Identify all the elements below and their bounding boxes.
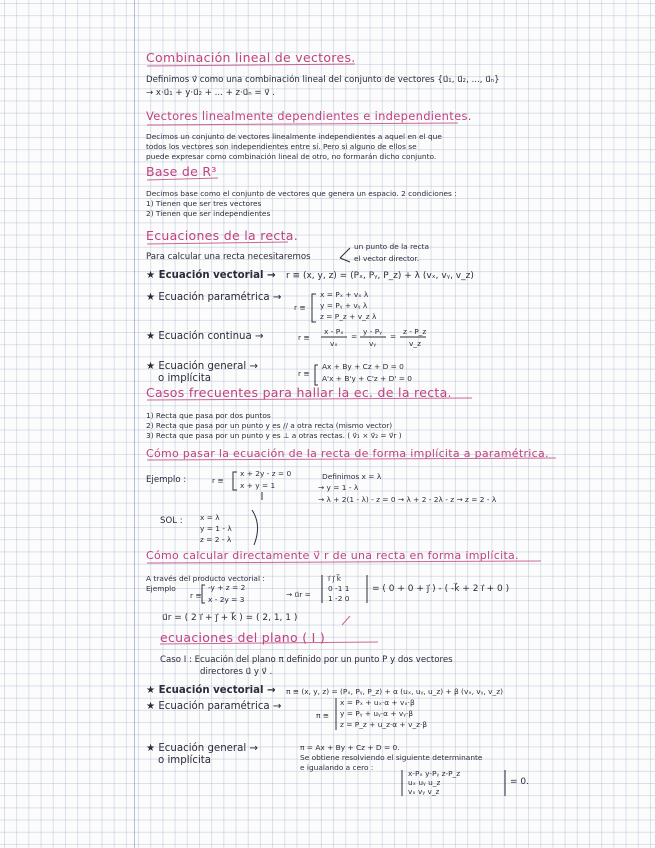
direct-result: = ( 0 + 0 + j⃗ ) - ( -k⃗ + 2 i⃗ + 0 ) [372, 584, 510, 594]
plane-vector-label: ★ Ecuación vectorial → [146, 685, 276, 696]
direct-title: Cómo calcular directamente v⃗ r de una recta en forma implícita. [146, 549, 519, 562]
solution-z: z = 2 - λ [200, 535, 232, 544]
continuous-den-2: vᵧ [369, 339, 377, 348]
continuous-den-1: vₓ [330, 339, 338, 348]
cases-title: Casos frecuentes para hallar la ec. de la recta. [146, 385, 452, 400]
plane-parametric-pi: π ≡ [316, 711, 329, 720]
sol-brace [252, 510, 258, 545]
example-label: Ejemplo : [146, 475, 187, 485]
plane-title: ecuaciones del plano ( I ) [160, 630, 326, 645]
independence-line-2: todos los vectores son independientes entre sí. Pero si alguno de ellos se [146, 142, 417, 151]
continuous-eq-label: ★ Ecuación continua → [146, 331, 264, 342]
plane-general-eq: π = Ax + By + Cz + D = 0. [300, 743, 400, 752]
cases-line-2: 2) Recta que pasa por un punto y es // a otra recta (mismo vector) [146, 421, 393, 430]
plane-parametric-z: z = P_z + u_z·α + v_z·β [340, 720, 428, 729]
plane-parametric-y: y = Pᵧ + uᵧ·α + vᵧ·β [340, 709, 414, 718]
general-brace [315, 365, 318, 385]
det-row-3: 1 -2 0 [328, 594, 350, 603]
plane-general-label-2: o implícita [158, 755, 212, 766]
continuous-num-1: x - Pₓ [324, 327, 344, 336]
example-r: r ≡ [212, 476, 224, 485]
example-step-3: → λ + 2(1 - λ) - z = 0 → λ + 2 - 2λ - z → z = 2 - λ [318, 495, 497, 504]
parametric-x: x = Pₓ + vₓ λ [320, 290, 369, 299]
example-step-2: → y = 1 - λ [318, 483, 359, 492]
solution-x: x = λ [200, 513, 220, 522]
continuous-r: r ≡ [298, 333, 310, 342]
line-need-point: un punto de la recta [354, 242, 429, 251]
base-line-1: Decimos base como el conjunto de vectores que genera un espacio. 2 condiciones : [146, 189, 457, 198]
plane-det-row-1: x-Pₓ y-Pᵧ z-P_z [408, 769, 461, 778]
vector-eq: r ≡ (x, y, z) = (Pₓ, Pᵧ, P_z) + λ (vₓ, vᵧ, v_z) [286, 271, 474, 281]
base-title: Base de R³ [146, 164, 217, 179]
base-line-2: 1) Tienen que ser tres vectores [146, 199, 262, 208]
plane-general-line-3: e igualando a cero : [300, 763, 374, 772]
plane-parametric-x: x = Pₓ + uₓ·α + vₓ·β [340, 698, 415, 707]
parametric-r: r ≡ [294, 303, 306, 312]
plane-case-line-1: Caso I : Ecuación del plano π definido por un punto P y dos vectores [160, 655, 453, 665]
example-step-1: Definimos x = λ [322, 472, 382, 481]
direct-final: u⃗r = ( 2 i⃗ + j⃗ + k⃗ ) = ( 2, 1, 1 ) [162, 613, 298, 623]
det-row-2: 0 -1 1 [328, 584, 350, 593]
line-equations-title: Ecuaciones de la recta. [146, 228, 299, 243]
example-brace [233, 472, 237, 490]
plane-det-equals: = 0. [510, 777, 529, 787]
vector-eq-label: ★ Ecuación vectorial → [146, 270, 276, 281]
line-need-vector: el vector director. [354, 254, 420, 263]
need-fork [340, 248, 350, 262]
combination-equation: → x·u⃗₁ + y·u⃗₂ + ... + z·u⃗ₙ = v⃗ . [146, 88, 275, 98]
general-eq-label-2: o implícita [158, 373, 212, 384]
example-eq-2: x + y = 1 [240, 481, 276, 490]
plane-det-row-2: uₓ uᵧ u_z [408, 778, 441, 787]
plane-parametric-label: ★ Ecuación paramétrica → [146, 701, 282, 712]
param-brace [312, 294, 316, 322]
continuous-num-2: y - Pᵧ [363, 327, 382, 336]
direct-line-2: Ejemplo [146, 584, 176, 593]
solution-label: SOL : [160, 516, 183, 526]
solution-y: y = 1 - λ [200, 524, 232, 533]
continuous-num-3: z - P_z [403, 327, 427, 336]
direct-line-1: A través del producto vectorial : [146, 574, 265, 583]
cases-line-1: 1) Recta que pasa por dos puntos [146, 411, 271, 420]
general-eq-2: A'x + B'y + C'z + D' = 0 [322, 374, 412, 383]
combination-definition: Definimos v⃗ como una combinación lineal del conjunto de vectores {u⃗₁, u⃗₂, ..., u⃗ₙ} [146, 75, 500, 85]
plane-det-row-3: vₓ vᵧ v_z [408, 787, 440, 796]
notebook-page: Combinación lineal de vectores. Definimos v⃗ como una combinación lineal del conjunto de vectores {u⃗₁, u⃗₂, ..., u⃗ₙ} → x·u⃗₁ + y·u⃗₂ + ... + z·u⃗ₙ = v⃗ . Vectores linealmente dependientes e independientes. Decimos un conjunto de vectores linealmente independientes a aquel en el que todos los vectores son independientes entre sí. Pero si alguno de ellos se puede expresar como combinación lineal de otro, no formarán dicho conjunto. Base de R³ Decimos base como el conjunto de vectores que genera un espacio. 2 condiciones : 1) Tienen que ser tres vectores 2) Tienen que ser independientes Ecuaciones de la recta. Para calcular una recta necesitaremos un punto de la recta el vector director. ★ Ecuación vectorial → r ≡ (x, y, z) = (Pₓ, Pᵧ, P_z) + λ (vₓ, vᵧ, v_z) ★ Ecuación paramétrica → r ≡ x = Pₓ + vₓ λ y = Pᵧ + vᵧ λ z = P_z + v_z λ ★ Ecuación continua → r ≡ x - Pₓ vₓ y - Pᵧ vᵧ z - P_z v_z = = ★ Ecuación general → o implícita r ≡ Ax + By + Cz + D = 0 A'x + B'y + C'z + D' = 0 Casos frecuentes para hallar la ec. de la recta. 1) Recta que pasa por dos puntos 2) Recta que pasa por un punto y es // a otra recta (mismo vector) 3) Recta que pasa por un punto y es ⊥ a otras rectas. ( v⃗₁ × v⃗₂ = v⃗r ) Cómo pasar la ecuación de la recta de forma implícita a paramétrica. Ejemplo : r ≡ x + 2y - z = 0 x + y = 1 Definimos x = λ → y = 1 - λ → λ + 2(1 - λ) - z = 0 → λ + 2 - 2λ - z → z = 2 - λ SOL : x = λ y = 1 - λ z = 2 - λ Cómo calcular directamente v⃗ r de una recta en forma implícita. A través del producto vectorial : Ejemplo r ≡ -y + z = 2 x - 2y = 3 → u⃗r = i⃗ j⃗ k⃗ 0 -1 1 1 -2 0 = ( 0 + 0 + j⃗ ) - ( -k⃗ + 2 i⃗ + 0 ) u⃗r = ( 2 i⃗ + j⃗ + k⃗ ) = ( 2, 1, 1 ) ecuaciones del plano ( I ) Caso I : Ecuación del plano π definido por un punto P y dos vectores directores u⃗ y v⃗ . ★ Ecuación vectorial → π ≡ (x, y, z) = (Pₓ, Pᵧ, P_z) + α (uₓ, uᵧ, u_z) + β (vₓ, vᵧ, v_z) ★ Ecuación paramétrica → π ≡ x = Pₓ + uₓ·α + vₓ·β y = Pᵧ + uᵧ·α + vᵧ·β z = P_z + u_z·α + v_z·β ★ Ecuación general → o implícita π = Ax + By + Cz + D = 0. Se obtiene resolviendo el siguiente determinante e igualando a cero : x-Pₓ y-Pᵧ z-P_z uₓ uᵧ u_z vₓ vᵧ v_z = 0. [0, 0, 655, 848]
det-row-1: i⃗ j⃗ k⃗ [328, 574, 342, 583]
general-eq-label: ★ Ecuación general → [146, 361, 258, 372]
plane-general-line-2: Se obtiene resolviendo el siguiente determinante [300, 753, 483, 762]
continuous-den-3: v_z [409, 339, 421, 348]
plane-general-label: ★ Ecuación general → [146, 743, 258, 754]
parametric-eq-label: ★ Ecuación paramétrica → [146, 292, 282, 303]
direct-eq-1: -y + z = 2 [208, 583, 246, 592]
cases-line-3: 3) Recta que pasa por un punto y es ⊥ a otras rectas. ( v⃗₁ × v⃗₂ = v⃗r ) [146, 431, 402, 440]
line-intro: Para calcular una recta necesitaremos [146, 252, 311, 262]
direct-r: r ≡ [190, 591, 202, 600]
independence-title: Vectores linealmente dependientes e independientes. [146, 109, 472, 123]
base-line-3: 2) Tienen que ser independientes [146, 209, 271, 218]
plane-case-line-2: directores u⃗ y v⃗ . [200, 667, 273, 677]
direct-eq-2: x - 2y = 3 [208, 595, 245, 604]
direct-brace [202, 585, 205, 603]
example-eq-1: x + 2y - z = 0 [240, 469, 292, 478]
parametric-z: z = P_z + v_z λ [320, 312, 377, 321]
general-r: r ≡ [298, 369, 310, 378]
general-eq-1: Ax + By + Cz + D = 0 [322, 362, 404, 371]
independence-line-3: puede expresar como combinación lineal de otro, no formarán dicho conjunto. [146, 152, 437, 161]
convert-title: Cómo pasar la ecuación de la recta de forma implícita a paramétrica. [146, 447, 549, 460]
page-title: Combinación lineal de vectores. [146, 50, 356, 65]
parametric-y: y = Pᵧ + vᵧ λ [320, 301, 368, 310]
direct-arrow: → u⃗r = [286, 590, 311, 599]
plane-vector-eq: π ≡ (x, y, z) = (Pₓ, Pᵧ, P_z) + α (uₓ, uᵧ, u_z) + β (vₓ, vᵧ, v_z) [286, 687, 503, 696]
independence-line-1: Decimos un conjunto de vectores linealmente independientes a aquel en el que [146, 132, 442, 141]
